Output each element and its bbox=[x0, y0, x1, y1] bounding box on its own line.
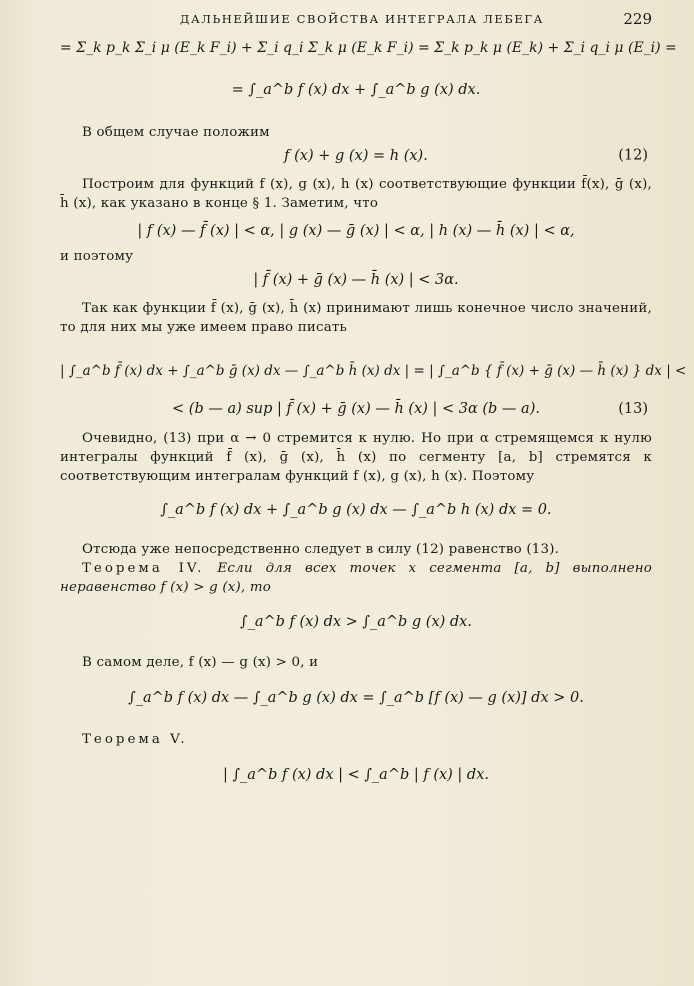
page-header bbox=[0, 10, 694, 32]
page-number: 229 bbox=[623, 10, 652, 28]
equation-difference: ∫_a^b f (x) dx — ∫_a^b g (x) dx = ∫_a^b [f (x) — g (x)] dx > 0. bbox=[128, 689, 584, 706]
paragraph-general-case: В общем случае положим bbox=[82, 124, 270, 140]
equation-3alpha: | f̄ (x) + ḡ (x) — h̄ (x) | < 3α. bbox=[253, 271, 459, 288]
running-title: ДАЛЬНЕЙШИЕ СВОЙСТВА ИНТЕГРАЛА ЛЕБЕГА bbox=[180, 12, 544, 26]
equation-13-number: (13) bbox=[618, 400, 648, 417]
paragraph-hence: Отсюда уже непосредственно следует в силу (12) равенство (13). bbox=[82, 541, 560, 557]
equation-12-body: f (x) + g (x) = h (x). bbox=[284, 147, 428, 164]
theorem-5 bbox=[60, 730, 652, 749]
theorem-4 bbox=[60, 559, 652, 597]
equation-integral-sum: = ∫_a^b f (x) dx + ∫_a^b g (x) dx. bbox=[231, 81, 481, 98]
paragraph-indeed: В самом деле, f (x) — g (x) > 0, и bbox=[82, 654, 319, 670]
paragraph-since-finite: Так как функции f̄ (x), ḡ (x), h̄ (x) принимают лишь конечное число значений, то для них мы уже имеем право писать bbox=[60, 300, 652, 335]
paragraph-therefore: и поэтому bbox=[60, 248, 134, 264]
theorem-5-label: Теорема V. bbox=[82, 731, 188, 747]
paragraph-construct: Построим для функций f (x), g (x), h (x) соответствующие функции f̄(x), ḡ (x), h̄ (x), как указано в конце § 1. Заметим, что bbox=[60, 177, 652, 212]
equation-sum: = Σ_k p_k Σ_i μ (E_k F_i) + Σ_i q_i Σ_k μ (E_k F_i) = Σ_k p_k μ (E_k) + Σ_i q_i μ (E_i) = bbox=[60, 40, 677, 56]
page-content bbox=[60, 40, 687, 801]
equation-12 bbox=[60, 148, 652, 165]
equation-13-second-line: < (b — a) sup | f̄ (x) + ḡ (x) — h̄ (x) | < 3α (b — a). bbox=[172, 400, 540, 417]
equation-13 bbox=[60, 395, 652, 423]
theorem-4-statement: Если для всех точек x сегмента [a, b] выполнено неравенство f (x) > g (x), то bbox=[60, 560, 653, 595]
paragraph-obviously: Очевидно, (13) при α → 0 стремится к нулю. Но при α стремящемся к нулю интегралы функций f̄ (x), ḡ (x), h̄ (x) по сегменту [a, b] стремятся к соответствующим интегралам функций f (x), g (x), h (x). Поэтому bbox=[60, 430, 652, 484]
equation-zero: ∫_a^b f (x) dx + ∫_a^b g (x) dx — ∫_a^b h (x) dx = 0. bbox=[160, 501, 552, 518]
equation-absolute: | ∫_a^b f (x) dx | < ∫_a^b | f (x) | dx. bbox=[222, 766, 489, 783]
equation-12-number: (12) bbox=[618, 147, 648, 164]
equation-13-first-line: | ∫_a^b f̄ (x) dx + ∫_a^b ḡ (x) dx — ∫_a^b h̄ (x) dx | = | ∫_a^b { f̄ (x) + ḡ (x) — h̄ (x) } dx | < bbox=[60, 362, 687, 379]
equation-alpha-bounds: | f (x) — f̄ (x) | < α, | g (x) — ḡ (x) | < α, | h (x) — h̄ (x) | < α, bbox=[137, 223, 575, 240]
equation-inequality: ∫_a^b f (x) dx > ∫_a^b g (x) dx. bbox=[240, 613, 472, 630]
theorem-4-label: Теорема IV. bbox=[82, 560, 205, 576]
